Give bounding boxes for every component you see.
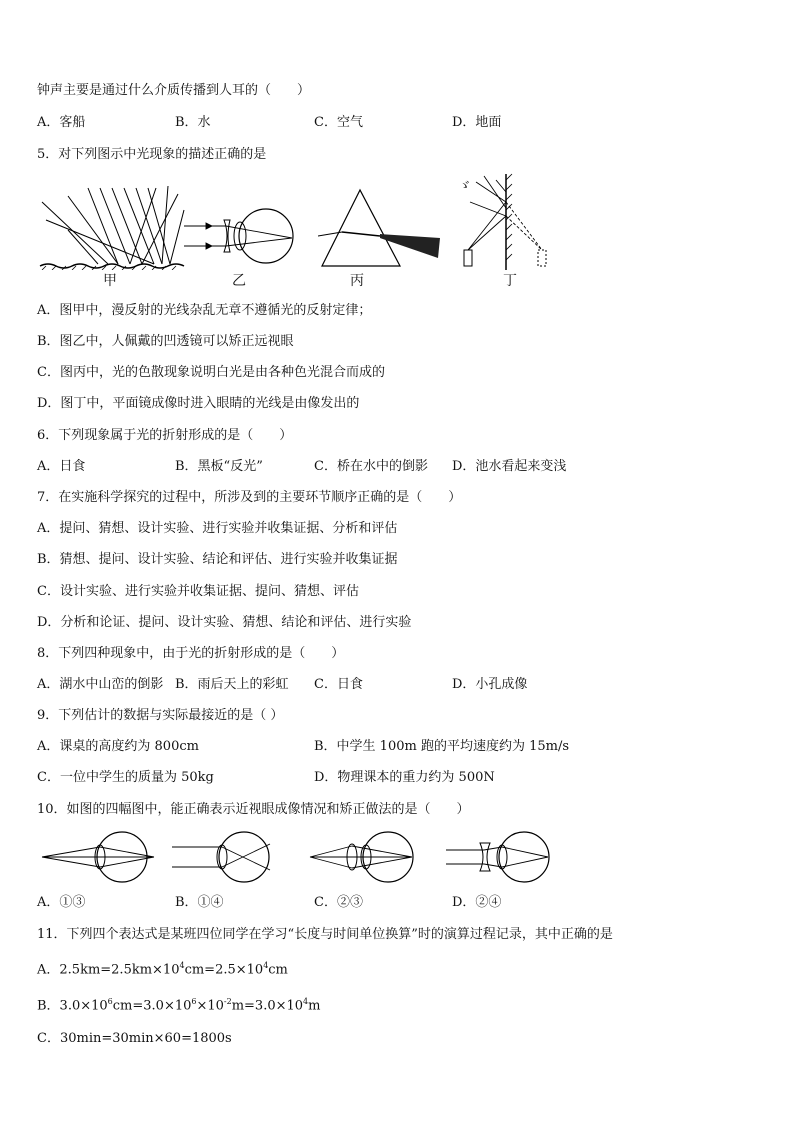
q9-option-a: A．课桌的高度约为 800cm xyxy=(37,739,199,754)
q10-option-a: A．①③ xyxy=(37,895,86,910)
q5-option-b: B．图乙中，人佩戴的凹透镜可以矫正远视眼 xyxy=(37,334,294,349)
q5-option-c: C．图丙中，光的色散现象说明白光是由各种色光混合而成的 xyxy=(37,365,385,380)
eye-diagram-4 xyxy=(444,830,552,884)
q8-stem: 8．下列四种现象中，由于光的折射形成的是（ ） xyxy=(37,646,345,661)
eye-diagram-2 xyxy=(170,830,274,884)
q9-option-d: D．物理课本的重力约为 500N xyxy=(314,770,495,785)
eye-diagram-3 xyxy=(308,830,418,884)
plane-mirror-figure xyxy=(456,172,556,272)
q4-option-d: D．地面 xyxy=(452,115,502,130)
q10-option-b: B．①④ xyxy=(175,895,224,910)
q10-option-c: C．②③ xyxy=(314,895,363,910)
figure-label-ding: 丁 xyxy=(503,273,517,289)
eye-lens-figure xyxy=(182,208,298,264)
q9-stem: 9．下列估计的数据与实际最接近的是（ ） xyxy=(37,708,284,723)
prism-dispersion-figure xyxy=(318,186,442,270)
q5-stem: 5．对下列图示中光现象的描述正确的是 xyxy=(37,147,267,162)
q7-option-a: A．提问、猜想、设计实验、进行实验并收集证据、分析和评估 xyxy=(37,521,398,536)
q11-option-a: A．$2.5km=2.5km\times 10^4cm=2.5\times 10^4cm$ xyxy=(37,961,288,978)
figure-label-jia: 甲 xyxy=(103,273,117,289)
q9-option-b: B．中学生 100m 跑的平均速度约为 15m/s xyxy=(314,739,570,754)
q6-option-c: C．桥在水中的倒影 xyxy=(314,459,428,474)
figure-label-yi: 乙 xyxy=(232,273,246,289)
q7-option-d: D．分析和论证、提问、设计实验、猜想、结论和评估、进行实验 xyxy=(37,615,412,630)
q7-option-c: C．设计实验、进行实验并收集证据、提问、猜想、评估 xyxy=(37,584,359,599)
q5-option-a: A．图甲中，漫反射的光线杂乱无章不遵循光的反射定律； xyxy=(37,303,372,318)
q4-stem: 钟声主要是通过什么介质传播到人耳的（ ） xyxy=(37,83,311,98)
q10-option-d: D．②④ xyxy=(452,895,502,910)
q8-option-d: D．小孔成像 xyxy=(452,677,528,692)
q6-option-d: D．池水看起来变浅 xyxy=(452,459,567,474)
q11-stem: 11．下列四个表达式是某班四位同学在学习“长度与时间单位换算”时的演算过程记录，其中正确的是 xyxy=(37,927,613,942)
q5-option-d: D．图丁中，平面镜成像时进入眼睛的光线是由像发出的 xyxy=(37,396,360,411)
svg-text:ゞ: ゞ xyxy=(458,179,472,194)
q7-stem: 7．在实施科学探究的过程中，所涉及到的主要环节顺序正确的是（ ） xyxy=(37,490,462,505)
q11-option-b: B．$3.0\times 10^6cm=3.0\times 10^6\times 10^{-2}m=3.0\times 10^4m$ xyxy=(37,997,321,1014)
q6-stem: 6．下列现象属于光的折射形成的是（ ） xyxy=(37,428,293,443)
q7-option-b: B．猜想、提问、设计实验、结论和评估、进行实验并收集证据 xyxy=(37,552,398,567)
q8-option-b: B．雨后天上的彩虹 xyxy=(175,677,289,692)
q4-option-c: C．空气 xyxy=(314,115,363,130)
eye-diagram-1 xyxy=(40,830,156,884)
q6-option-b: B．黑板“反光” xyxy=(175,459,263,474)
q4-option-a: A．客船 xyxy=(37,115,86,130)
q4-option-b: B．水 xyxy=(175,115,211,130)
figure-label-bing: 丙 xyxy=(350,273,364,289)
q8-option-a: A．湖水中山峦的倒影 xyxy=(37,677,164,692)
q11-option-c: C．30min=30min×60=1800s xyxy=(37,1031,232,1046)
q9-option-c: C．一位中学生的质量为 50kg xyxy=(37,770,214,785)
q8-option-c: C．日食 xyxy=(314,677,363,692)
q10-stem: 10．如图的四幅图中，能正确表示近视眼成像情况和矫正做法的是（ ） xyxy=(37,802,470,817)
diffuse-reflection-figure xyxy=(38,180,188,270)
q6-option-a: A．日食 xyxy=(37,459,86,474)
